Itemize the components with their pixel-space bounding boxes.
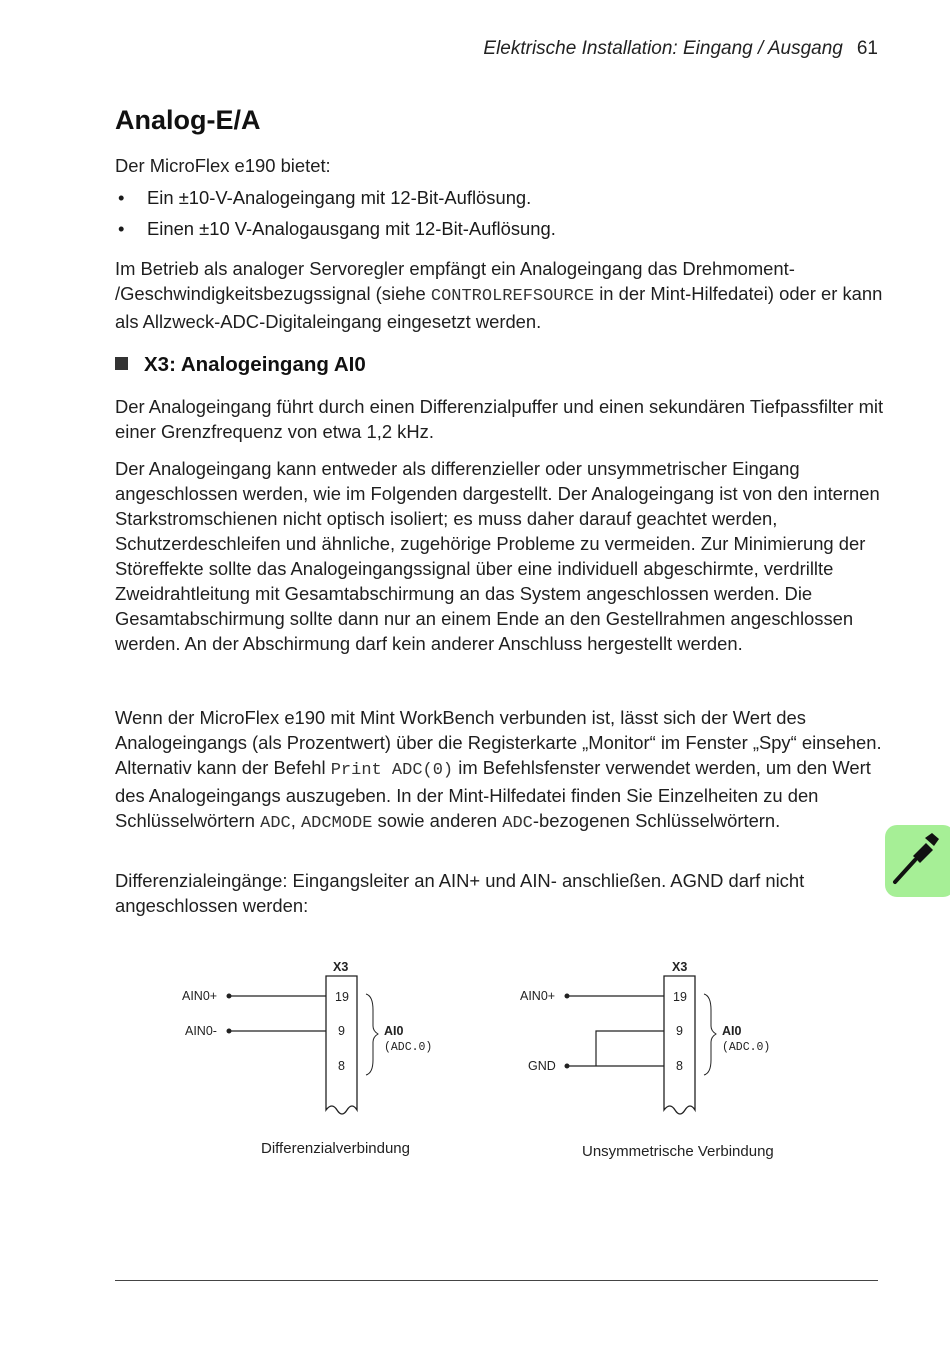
text-span: Im Betrieb als analoger Servoregler empfängt ein Analogeingang das Drehmoment- /Geschwindigkeitsbezugssignal (siehe — [115, 258, 795, 304]
terminal-dot — [227, 1029, 232, 1034]
code-keyword: Print ADC(0) — [330, 761, 454, 780]
running-header — [483, 38, 878, 60]
group-sub-label: (ADC.0) — [722, 1041, 771, 1054]
figure-caption-right: Unsymmetrische Verbindung — [582, 1143, 774, 1160]
connector-label: X3 — [333, 960, 349, 974]
screwdriver-icon — [885, 825, 950, 897]
terminal-dot — [565, 1064, 570, 1069]
pin-label: 8 — [676, 1059, 683, 1073]
group-sub-label: (ADC.0) — [384, 1041, 433, 1054]
intro-text: Der MicroFlex e190 bietet: — [115, 155, 331, 176]
terminal-label: AIN0+ — [520, 989, 556, 1003]
pin-label: 8 — [338, 1059, 345, 1073]
bullet-item — [118, 185, 878, 210]
code-keyword: ADCMODE — [300, 814, 373, 833]
group-brace — [704, 994, 716, 1075]
page-number: 61 — [856, 38, 878, 59]
chapter-tab — [885, 825, 950, 897]
paragraph-4 — [115, 705, 885, 836]
section-title: Analog-E/A — [115, 105, 261, 135]
header-title: Elektrische Installation: Eingang / Ausgang — [483, 38, 843, 59]
jumper-wire — [596, 1031, 664, 1066]
terminal-label: AIN0+ — [182, 989, 218, 1003]
text-span: -bezogenen Schlüsselwörtern. — [532, 810, 781, 831]
paragraph-1 — [115, 256, 885, 334]
paragraph-5: Differenzialeingänge: Eingangsleiter an AIN+ und AIN- anschließen. AGND darf nicht angeschlossen werden: — [115, 870, 805, 916]
terminal-dot — [227, 994, 232, 999]
square-bullet-icon — [115, 357, 128, 370]
pin-label: 19 — [673, 990, 687, 1004]
differential-connection-diagram — [182, 960, 432, 1114]
text-span: im Befehlsfenster verwendet werden, um den Wert des Analogeingangs auszugeben. In der Mint-Hilfedatei finden Sie Einzelheiten zu den Schlüsselwörtern — [115, 757, 871, 831]
single-ended-connection-diagram — [520, 960, 770, 1114]
pin-label: 9 — [676, 1024, 683, 1038]
pin-label: 9 — [338, 1024, 345, 1038]
bullet-item — [118, 216, 878, 241]
paragraph-2: Der Analogeingang führt durch einen Differenzialpuffer und einen sekundären Tiefpassfilter mit einer Grenzfrequenz von etwa 1,2 kHz. — [115, 396, 884, 442]
terminal-label: GND — [528, 1059, 556, 1073]
terminal-dot — [565, 994, 570, 999]
footer-rule — [115, 1280, 878, 1281]
bullet-text: Einen ±10 V-Analogausgang mit 12-Bit-Auflösung. — [147, 218, 556, 239]
text-span: , — [290, 810, 301, 831]
code-keyword: ADC — [502, 814, 533, 833]
code-keyword: CONTROLREFSOURCE — [430, 287, 595, 306]
subsection-title — [115, 353, 366, 377]
group-label: AI0 — [722, 1024, 742, 1038]
group-label: AI0 — [384, 1024, 404, 1038]
text-span: sowie anderen — [372, 810, 503, 831]
bullet-dot: • — [118, 218, 125, 239]
paragraph-3: Der Analogeingang kann entweder als differenzieller oder unsymmetrischer Eingang angeschlossen werden, wie im Folgenden dargestellt. Der Analogeingang ist von den internen Starkstromschienen nicht optisch isoliert; es muss daher darauf geachtet werden, Schutzerdeschleifen und ähnliche, zugehörige Probleme zu vermeiden. Zur Minimierung der Störeffekte sollte das Analogeingangssignal über eine individuell abgeschirmte, verdrillte Zweidrahtleitung mit Gesamtabschirmung an das System angeschlossen werden. Die Gesamtabschirmung sollte dann nur an einem Ende an den Gestellrahmen angeschlossen werden. An der Abschirmung darf kein anderer Anschluss hergestellt werden. — [115, 458, 880, 654]
connector-label: X3 — [672, 960, 688, 974]
text-span: in der Mint-Hilfedatei) oder er kann als Allzweck-ADC-Digitaleingang eingesetzt werden. — [115, 283, 883, 332]
bullet-dot: • — [118, 187, 125, 208]
terminal-label: AIN0- — [185, 1024, 217, 1038]
bullet-text: Ein ±10-V-Analogeingang mit 12-Bit-Auflösung. — [147, 187, 532, 208]
code-keyword: ADC — [260, 814, 291, 833]
subsection-title-text: X3: Analogeingang AI0 — [144, 353, 366, 376]
wiring-diagram — [0, 950, 950, 1180]
figure-caption-left: Differenzialverbindung — [261, 1140, 410, 1157]
pin-label: 19 — [335, 990, 349, 1004]
text-span: Wenn der MicroFlex e190 mit Mint WorkBench verbunden ist, lässt sich der Wert des Analogeingangs (als Prozentwert) über die Registerkarte „Monitor“ im Fenster „Spy“ einsehen. Alternativ kann der Befehl — [115, 707, 882, 778]
group-brace — [366, 994, 378, 1075]
